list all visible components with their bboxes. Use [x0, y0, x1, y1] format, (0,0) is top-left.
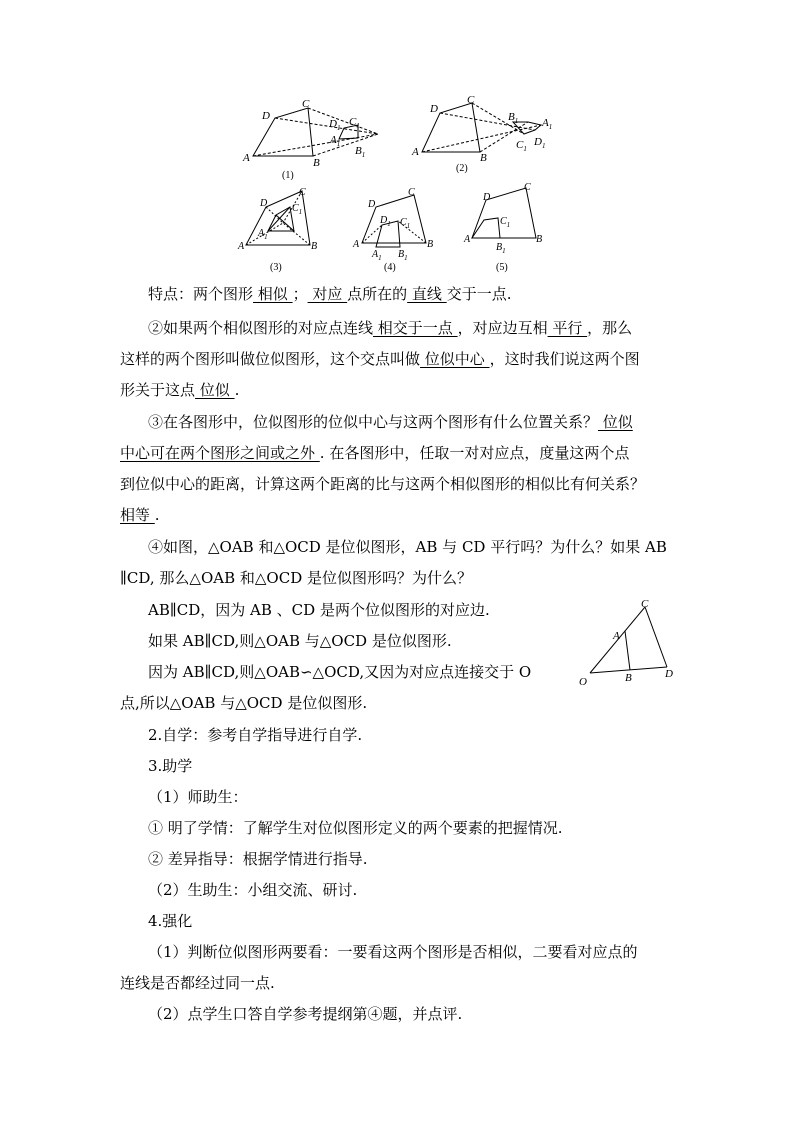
line-16: 3.助学 [148, 757, 193, 775]
answer-blank: 直线 [407, 285, 447, 303]
line-11: AB∥CD，因为 AB 、CD 是两个位似图形的对应边. [148, 601, 490, 619]
subscript: 1 [264, 233, 268, 241]
label-d1: $D_1$ [380, 215, 391, 228]
label-a: A [353, 239, 360, 250]
line-7: 到位似中心的距离，计算这两个距离的比与这两个相似图形的相似比有何关系？ [120, 475, 646, 493]
label-o: O [579, 676, 587, 688]
line-8 [120, 505, 160, 525]
line-14: 点,所以△OAB 与△OCD 是位似图形. [120, 694, 368, 712]
text: ，那么 [587, 319, 633, 337]
label-c: C [299, 187, 306, 198]
label-b: B [625, 672, 632, 684]
figure-4 [350, 185, 440, 275]
text: ，对应边互相 [457, 319, 548, 337]
label-a: A [238, 241, 245, 252]
answer-blank: 相等 [120, 506, 155, 524]
text: ； [292, 285, 308, 303]
label-c1: $C_1$ [516, 139, 527, 153]
label-a: A [613, 630, 620, 642]
label-d1: $D_1$ [329, 118, 341, 132]
line-17: （1）师助生： [148, 788, 248, 806]
figure-1 [240, 98, 390, 180]
subscript: 1 [404, 254, 408, 262]
answer-blank: 位似 [598, 413, 633, 431]
text: ②如果两个相似图形的对应点连线 [148, 319, 374, 337]
answer-blank: 位似 [195, 381, 235, 399]
subscript: 1 [523, 145, 527, 153]
figure-caption: (1) [282, 170, 294, 180]
text: 点所在的 [347, 285, 408, 303]
label-b1: $B_1$ [355, 145, 366, 159]
answer-blank: 平行 [547, 319, 588, 337]
label-c: C [408, 187, 415, 198]
figure-5 [462, 180, 552, 275]
line-19: ② 差异指导：根据学情进行指导. [148, 850, 368, 868]
label-c1: $C_1$ [349, 116, 360, 130]
quad-abcd [472, 188, 536, 238]
line-6 [120, 443, 629, 463]
label-c: C [302, 98, 310, 110]
triangle-figure [575, 595, 685, 690]
label-c: C [641, 598, 649, 610]
subscript: 1 [298, 208, 303, 216]
label-a1: $A_1$ [372, 249, 382, 262]
label-b: B [427, 239, 434, 250]
subscript: 1 [356, 122, 360, 130]
line-12: 如果 AB∥CD,则△OAB 与△OCD 是位似图形. [148, 632, 452, 650]
line-13: 因为 AB∥CD,则△OAB∽△OCD,又因为对应点连接交于 O [148, 663, 532, 681]
subscript: 1 [378, 254, 382, 262]
answer-blank: 相交于一点 [373, 319, 458, 337]
label-c1: $C_1$ [400, 217, 411, 230]
subscript: 1 [514, 117, 519, 125]
label-a: A [464, 234, 471, 245]
label-d1: $D_1$ [534, 136, 546, 150]
text: . [154, 506, 160, 524]
label-a: A [412, 146, 419, 158]
subscript: 1 [361, 151, 366, 159]
label-b: B [536, 234, 543, 245]
label-a: A [243, 152, 250, 164]
line-3 [120, 349, 640, 369]
label-c1: $C_1$ [500, 216, 511, 229]
label-d: D [368, 199, 376, 210]
text: ③在各图形中，位似图形的位似中心与这两个图形有什么位置关系？ [148, 413, 599, 431]
line-18: ① 明了学情：了解学生对位似图形定义的两个要素的把握情况. [148, 819, 563, 837]
text: 特点：两个图形 [148, 285, 254, 303]
subscript: 1 [336, 124, 341, 132]
label-c: C [524, 182, 531, 193]
text: . [234, 381, 240, 399]
label-c1: $C_1$ [292, 203, 303, 216]
figure-caption: (4) [384, 262, 396, 273]
text: 交于一点. [446, 285, 512, 303]
text: 形关于这点 [120, 381, 196, 399]
line-9: ④如图，△OAB 和△OCD 是位似图形，AB 与 CD 平行吗？为什么？如果 AB [148, 538, 667, 556]
line-features [148, 284, 511, 304]
line-5 [148, 412, 633, 432]
subscript: 1 [502, 247, 506, 255]
line-24: （2）点学生口答自学参考提纲第④题，并点评. [148, 1005, 463, 1023]
figure-caption: (2) [456, 163, 468, 174]
text: ，这时我们说这两个图 [489, 350, 640, 368]
label-d: D [665, 668, 673, 680]
label-d: D [260, 198, 268, 209]
label-a1: $A_1$ [330, 134, 341, 148]
subscript: 1 [387, 220, 391, 228]
label-d: D [483, 192, 491, 203]
line-10: ∥CD, 那么△OAB 和△OCD 是位似图形吗？为什么？ [120, 569, 472, 587]
label-d: D [430, 103, 438, 115]
line-21: 4.强化 [148, 912, 193, 930]
line-4 [120, 380, 239, 400]
label-b: B [480, 152, 487, 164]
subscript: 1 [548, 123, 553, 131]
subscript: 1 [541, 142, 546, 150]
text: . 在各图形中，任取一对对应点，度量这两个点 [319, 444, 630, 462]
label-b: B [311, 241, 318, 252]
figure-caption: (3) [270, 262, 282, 273]
subscript: 1 [506, 221, 511, 229]
subscript: 1 [406, 222, 411, 230]
label-b1: $B_1$ [398, 249, 408, 262]
figure-2 [410, 95, 560, 177]
label-a1: $A_1$ [542, 117, 553, 131]
label-c: C [467, 95, 475, 106]
figure-caption: (5) [496, 262, 508, 273]
answer-blank: 中心可在两个图形之间或之外 [120, 444, 320, 462]
line-15: 2.自学：参考自学指导进行自学. [148, 726, 363, 744]
line-20: （2）生助生：小组交流、研讨. [148, 881, 358, 899]
subscript: 1 [336, 140, 341, 148]
line-23: 连线是否都经过同一点. [120, 974, 275, 992]
line-2 [148, 318, 632, 338]
label-b1: $B_1$ [496, 242, 506, 255]
answer-blank: 位似中心 [420, 350, 490, 368]
label-d: D [262, 110, 270, 122]
text: 这样的两个图形叫做位似图形，这个交点叫做 [120, 350, 421, 368]
label-a1: $A_1$ [258, 228, 268, 241]
figure-3 [236, 185, 326, 275]
label-b1: $B_1$ [508, 111, 519, 125]
answer-blank: 对应 [307, 285, 348, 303]
label-b: B [313, 157, 320, 169]
line-22: （1）判断位似图形两要看：一要看这两个图形是否相似，二要看对应点的 [148, 943, 638, 961]
answer-blank: 相似 [253, 285, 293, 303]
